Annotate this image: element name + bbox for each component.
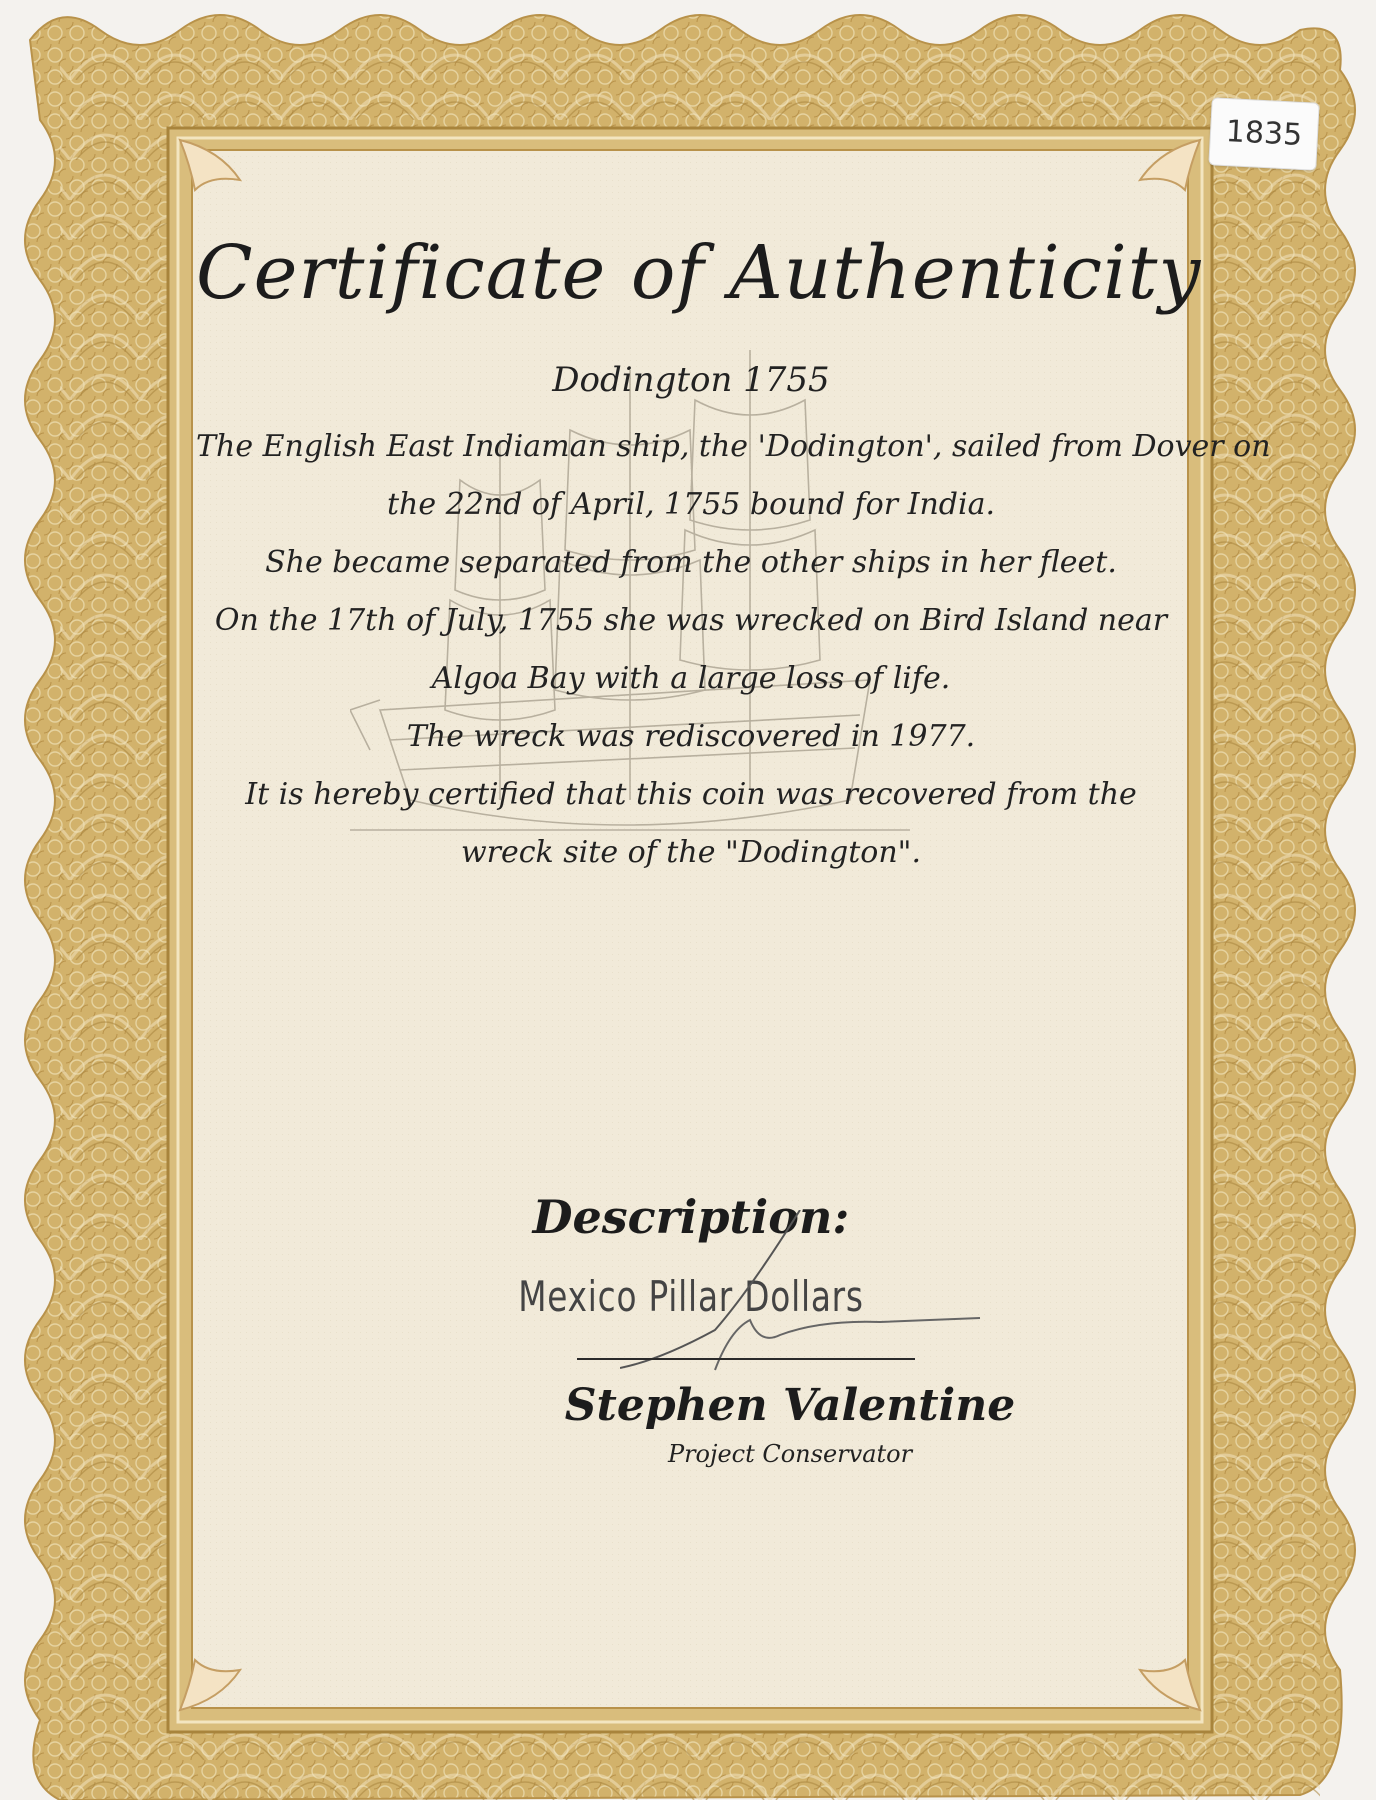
body-line: On the 17th of July, 1755 she was wrecked on Bird Island near: [214, 603, 1168, 638]
body-line: The English East Indiaman ship, the 'Dodington', sailed from Dover on: [196, 429, 1271, 464]
signatory-title: Project Conservator: [667, 1440, 913, 1468]
body-line: Algoa Bay with a large loss of life.: [431, 661, 951, 696]
body-line: She became separated from the other ships in her fleet.: [265, 545, 1117, 580]
body-line: the 22nd of April, 1755 bound for India.: [386, 487, 996, 522]
signatory-name: Stephen Valentine: [564, 1380, 1016, 1431]
signature-mark: [620, 1210, 1000, 1380]
certificate-title: Certificate of Authenticity: [196, 230, 1202, 316]
body-line: The wreck was rediscovered in 1977.: [406, 719, 976, 754]
ship-subtitle: Dodington 1755: [552, 360, 830, 400]
description-label: Description:: [532, 1190, 850, 1244]
description-value: Mexico Pillar Dollars: [518, 1272, 864, 1321]
note-number-label: 1835: [1208, 97, 1319, 171]
body-line: wreck site of the "Dodington".: [460, 835, 921, 870]
signature-line: [577, 1358, 915, 1360]
body-line: It is hereby certified that this coin was recovered from the: [245, 777, 1137, 812]
